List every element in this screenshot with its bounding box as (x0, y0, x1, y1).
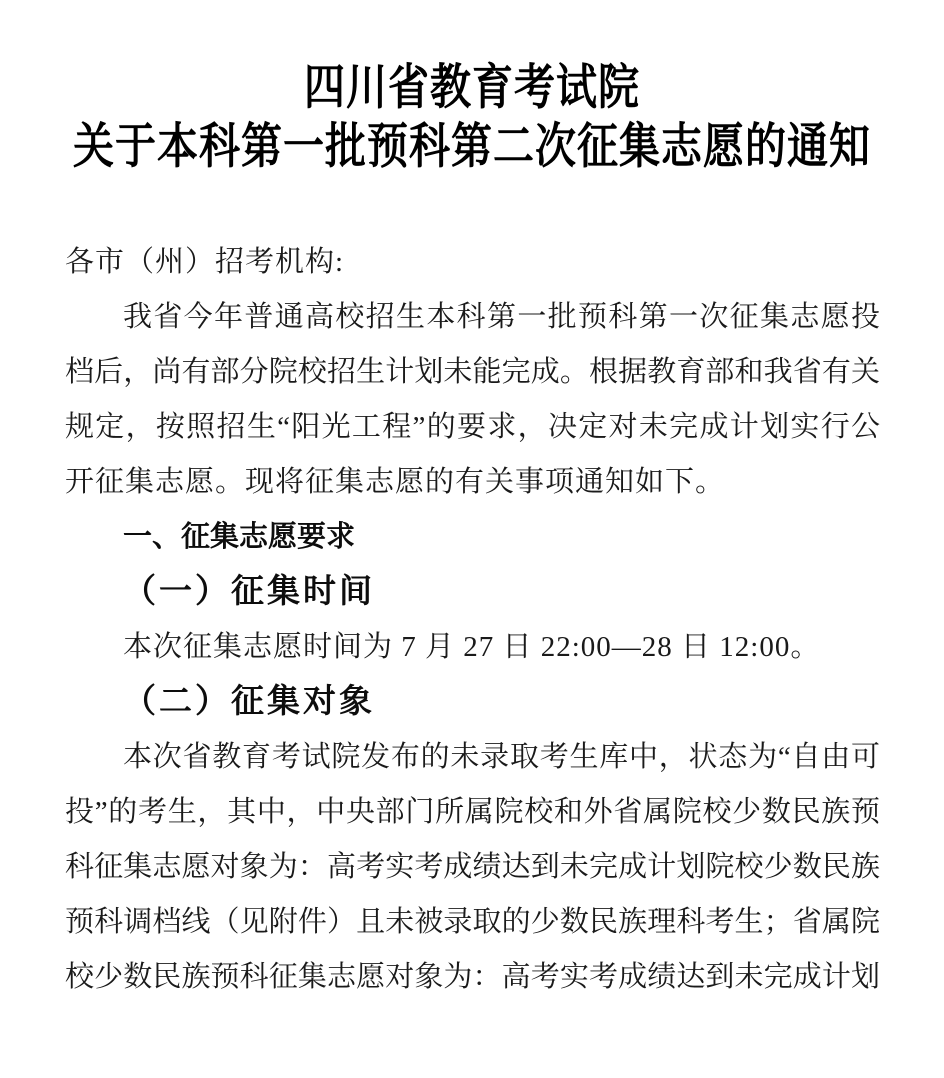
salutation-line: 各市（州）招考机构: (65, 246, 345, 278)
time-line: 本次征集志愿时间为 7 月 27 日 22:00—28 日 12:00。 (123, 631, 821, 663)
subsection2-heading: （二）征集对象 (123, 684, 375, 720)
para2-line2: 投”的考生，其中，中央部门所属院校和外省属院校少数民族预 (65, 796, 880, 828)
document-title (0, 58, 944, 176)
section1-heading: 一、征集志愿要求 (123, 521, 356, 553)
para2-line3: 科征集志愿对象为：高考实考成绩达到未完成计划院校少数民族 (65, 851, 880, 883)
para1-line1: 我省今年普通高校招生本科第一批预科第一次征集志愿投 (123, 301, 880, 333)
document-body (65, 235, 880, 1005)
para2-line4: 预科调档线（见附件）且未被录取的少数民族理科考生；省属院 (65, 906, 880, 938)
para2-line1: 本次省教育考试院发布的未录取考生库中，状态为“自由可 (123, 741, 880, 773)
para2-line5: 校少数民族预科征集志愿对象为：高考实考成绩达到未完成计划 (65, 961, 880, 993)
para1-line2: 档后，尚有部分院校招生计划未能完成。根据教育部和我省有关 (65, 356, 880, 388)
para1-line4: 开征集志愿。现将征集志愿的有关事项通知如下。 (65, 466, 726, 498)
subsection1-heading: （一）征集时间 (123, 574, 375, 610)
document-title-line2: 关于本科第一批预科第二次征集志愿的通知 (73, 118, 871, 174)
document-title-line1: 四川省教育考试院 (304, 59, 640, 115)
para1-line3: 规定，按照招生“阳光工程”的要求，决定对未完成计划实行公 (65, 411, 880, 443)
